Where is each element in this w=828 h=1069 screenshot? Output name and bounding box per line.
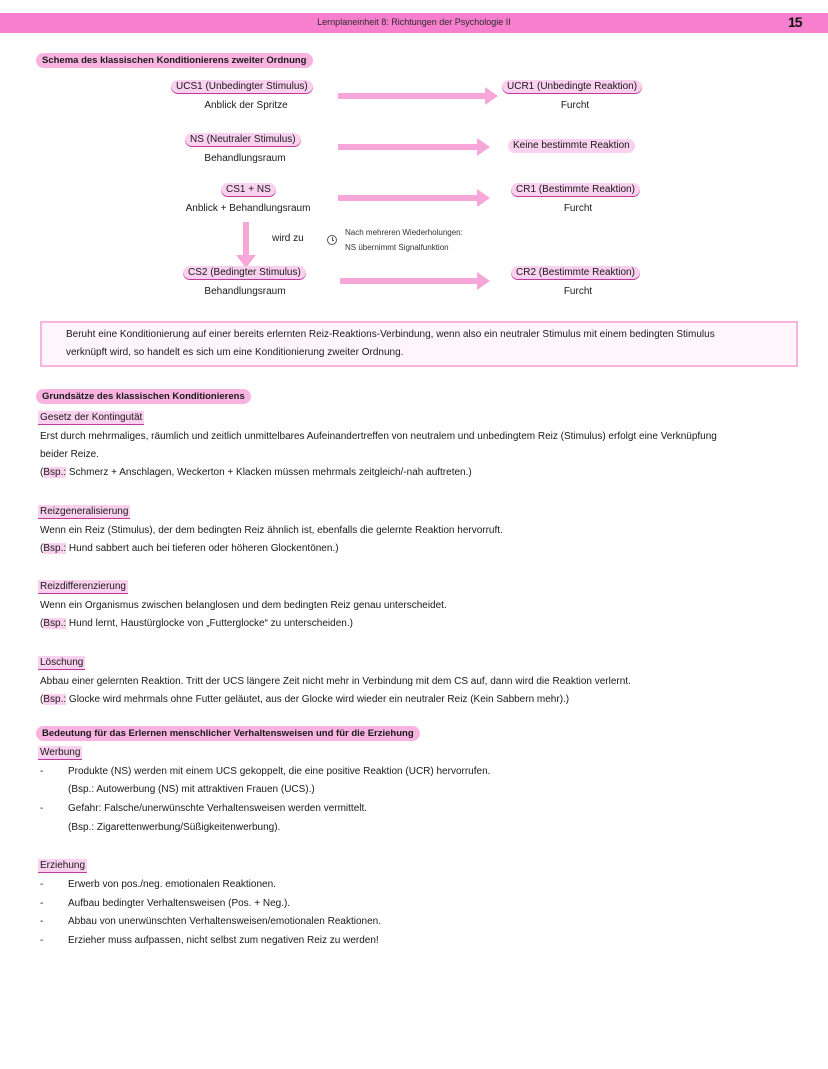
grundsaetze-heading: Grundsätze des klassischen Konditionierens [36, 389, 251, 404]
no-reaction-label: Keine bestimmte Reaktion [508, 139, 635, 153]
note-line2: NS übernimmt Signalfunktion [345, 243, 449, 252]
ucr1-label: UCR1 (Unbedingte Reaktion) [502, 80, 642, 94]
kontingenz-line1: Erst durch mehrmaliges, räumlich und zeitlich unmittelbares Aufeinandertreffen von neutralem und unbedingtem Reiz (Stimulus) erfolgt eine Verknüpfung [40, 431, 717, 442]
differenzierung-title: Reizdifferenzierung [40, 581, 126, 592]
header-title: Lernplaneinheit 8: Richtungen der Psychologie II [317, 17, 511, 27]
loeschung-title: Löschung [40, 657, 84, 668]
cs2-label: CS2 (Bedingter Stimulus) [183, 266, 306, 280]
definition-line1: Beruht eine Konditionierung auf einer bereits erlernten Reiz-Reaktions-Verbindung, wenn also ein neutraler Stimulus mit einem bedingten Stimulus [66, 329, 715, 340]
kontingenz-bsp: Schmerz + Anschlagen, Weckerton + Klacken müssen mehrmals zeitgleich/-nah auftreten.) [66, 467, 472, 478]
cr2-label: CR2 (Bestimmte Reaktion) [511, 266, 640, 280]
bsp-label: Bsp.: [43, 543, 67, 554]
differenzierung-text [40, 597, 800, 633]
ucr1-example: Furcht [560, 100, 590, 111]
ns-example: Behandlungsraum [204, 153, 286, 164]
loeschung-example: (Bsp.: Glocke wird mehrmals ohne Futter geläutet, aus der Glocke wird wieder ein neutraler Reiz (Kein Sabbern mehr).) [40, 694, 570, 705]
cs1-ns-label: CS1 + NS [221, 183, 276, 197]
clock-icon [327, 235, 337, 245]
arrow-row3 [338, 195, 478, 201]
brand-logo: 15 [788, 14, 802, 30]
loeschung-text [40, 673, 800, 709]
generalisierung-example: (Bsp.: Hund sabbert auch bei tieferen oder höheren Glockentönen.) [40, 543, 339, 554]
differenzierung-example: (Bsp.: Hund lernt, Haustürglocke von „Futterglocke“ zu unterscheiden.) [40, 618, 353, 629]
page-header [0, 13, 828, 33]
generalisierung-title: Reizgeneralisierung [40, 506, 129, 517]
erziehung-item-4: Erzieher muss aufpassen, nicht selbst zum negativen Reiz zu werden! [68, 935, 379, 946]
erziehung-dash-3: - [40, 916, 44, 927]
kontingenz-title: Gesetz der Kontingutät [40, 412, 143, 423]
arrow-row4 [340, 278, 478, 284]
werbung-item-2: (Bsp.: Autowerbung (NS) mit attraktiven Frauen (UCS).) [68, 784, 315, 795]
erziehung-item-1: Erwerb von pos./neg. emotionalen Reaktionen. [68, 879, 276, 890]
cr1-label: CR1 (Bestimmte Reaktion) [511, 183, 640, 197]
arrow-down [243, 222, 249, 256]
definition-box [40, 321, 798, 367]
ucs1-label: UCS1 (Unbedingter Stimulus) [171, 80, 313, 94]
bedeutung-heading: Bedeutung für das Erlernen menschlicher Verhaltensweisen und für die Erziehung [36, 726, 420, 741]
kontingenz-line2: beider Reize. [40, 449, 99, 460]
arrow-row1 [338, 93, 486, 99]
erziehung-title: Erziehung [40, 860, 86, 871]
cs1-ns-example: Anblick + Behandlungsraum [185, 203, 311, 214]
bsp-label: Bsp.: [43, 467, 67, 478]
differenzierung-line1: Wenn ein Organismus zwischen belanglosen und dem bedingten Reiz genau unterscheidet. [40, 600, 447, 611]
generalisierung-text [40, 522, 800, 558]
werbung-item-3: Gefahr: Falsche/unerwünschte Verhaltensweisen werden vermittelt. [68, 803, 368, 814]
note-line1: Nach mehreren Wiederholungen: [345, 228, 463, 237]
erziehung-dash-1: - [40, 879, 44, 890]
bsp-label: Bsp.: [43, 694, 67, 705]
arrow-row2 [338, 144, 478, 150]
werbung-item-4: (Bsp.: Zigarettenwerbung/Süßigkeitenwerbung). [68, 822, 281, 833]
generalisierung-bsp: Hund sabbert auch bei tieferen oder höheren Glockentönen.) [66, 543, 339, 554]
werbung-dash-1: - [40, 766, 44, 777]
loeschung-bsp: Glocke wird mehrmals ohne Futter geläutet, aus der Glocke wird wieder ein neutraler Reiz (Kein Sabbern mehr).) [66, 694, 570, 705]
loeschung-line1: Abbau einer gelernten Reaktion. Tritt der UCS längere Zeit nicht mehr in Verbindung mit dem CS auf, dann wird die Reaktion verlernt. [40, 676, 631, 687]
differenzierung-bsp: Hund lernt, Haustürglocke von „Futterglocke“ zu unterscheiden.) [66, 618, 353, 629]
bsp-label: Bsp.: [43, 618, 67, 629]
werbung-item-1: Produkte (NS) werden mit einem UCS gekoppelt, die eine positive Reaktion (UCR) hervorrufen. [68, 766, 491, 777]
erziehung-item-2: Aufbau bedingter Verhaltensweisen (Pos. + Neg.). [68, 898, 291, 909]
ucs1-example: Anblick der Spritze [204, 100, 288, 111]
definition-line2: verknüpft wird, so handelt es sich um eine Konditionierung zweiter Ordnung. [66, 347, 404, 358]
schema-heading: Schema des klassischen Konditionierens zweiter Ordnung [36, 53, 313, 68]
cs2-example: Behandlungsraum [204, 286, 286, 297]
erziehung-dash-4: - [40, 935, 44, 946]
kontingenz-example: (Bsp.: Schmerz + Anschlagen, Weckerton + Klacken müssen mehrmals zeitgleich/-nah auftreten.) [40, 467, 472, 478]
erziehung-dash-2: - [40, 898, 44, 909]
generalisierung-line1: Wenn ein Reiz (Stimulus), der dem bedingten Reiz ähnlich ist, ebenfalls die gelernte Reaktion hervorruft. [40, 525, 503, 536]
erziehung-item-3: Abbau von unerwünschten Verhaltensweisen/emotionalen Reaktionen. [68, 916, 381, 927]
ns-label: NS (Neutraler Stimulus) [185, 133, 301, 147]
cr2-example: Furcht [563, 286, 593, 297]
kontingenz-text [40, 428, 800, 482]
wird-zu-label: wird zu [272, 233, 304, 244]
werbung-title: Werbung [40, 747, 81, 758]
cr1-example: Furcht [563, 203, 593, 214]
werbung-dash-2: - [40, 803, 44, 814]
